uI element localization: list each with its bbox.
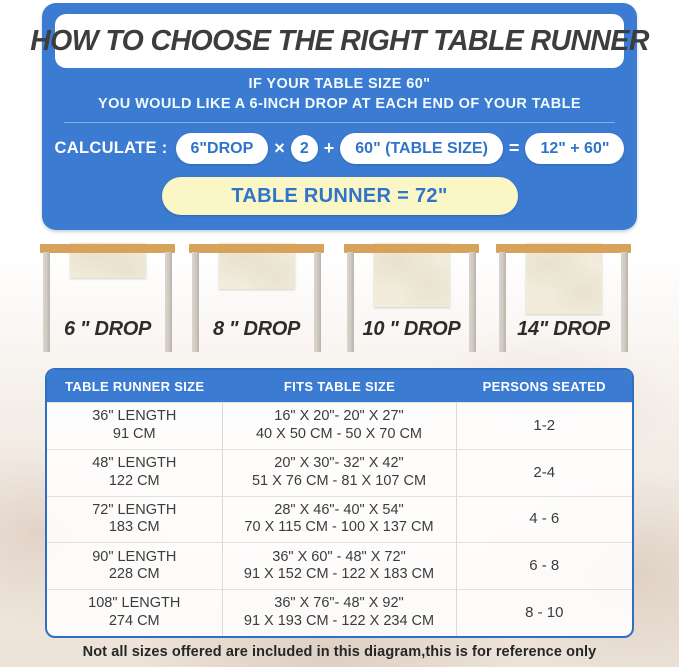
column-header-fits-table: FITS TABLE SIZE — [283, 378, 396, 394]
multiplier-circle: 2 — [291, 135, 318, 162]
persons-seated-cell: 8 - 10 — [525, 603, 564, 621]
drop-label: 6 " DROP — [63, 318, 152, 340]
table-size-pill: 60" (TABLE SIZE) — [340, 133, 503, 164]
table-row — [47, 402, 632, 449]
hero-subtitle-line2: YOU WOULD LIKE A 6-INCH DROP AT EACH END OF YOUR TABLE — [98, 96, 581, 112]
table-figure-10in — [344, 238, 479, 363]
column-header-persons: PERSONS SEATED — [482, 378, 606, 394]
runner-cloth — [526, 243, 602, 314]
table-row — [47, 496, 632, 543]
table-figure-6in — [40, 238, 175, 363]
title-box — [30, 14, 649, 68]
fits-table-cell: 20" X 30"- 32" X 42" 51 X 76 CM - 81 X 107 CM — [223, 450, 457, 496]
tabletop — [189, 244, 324, 253]
tabletop — [496, 244, 631, 253]
hero-divider — [64, 122, 615, 123]
table-row — [47, 449, 632, 496]
fits-table-cell: 28" X 46"- 40" X 54" 70 X 115 CM - 100 X 137 CM — [223, 497, 457, 543]
multiply-sign: × — [274, 138, 285, 158]
persons-seated-cell: 4 - 6 — [529, 510, 560, 528]
result-pill: TABLE RUNNER = 72" — [162, 177, 518, 215]
drop-label: 8 " DROP — [212, 318, 301, 340]
drop-value-pill: 6"DROP — [176, 133, 269, 164]
table-figure-14in — [496, 238, 631, 363]
page-title: HOW TO CHOOSE THE RIGHT TABLE RUNNER — [30, 24, 649, 57]
drop-illustrations — [0, 238, 679, 363]
persons-seated-cell: 2-4 — [533, 463, 556, 481]
fits-table-cell: 36" X 60" - 48" X 72" 91 X 152 CM - 122 X 183 CM — [223, 543, 457, 589]
tabletop — [40, 244, 175, 253]
size-reference-table — [45, 368, 634, 638]
persons-seated-cell: 6 - 8 — [529, 557, 560, 575]
runner-size-cell: 90" LENGTH 228 CM — [47, 543, 223, 589]
runner-size-cell: 48" LENGTH 122 CM — [47, 450, 223, 496]
table-header-row — [47, 370, 632, 402]
runner-size-cell: 36" LENGTH 91 CM — [47, 403, 223, 449]
persons-seated-cell: 1-2 — [533, 416, 556, 434]
table-row — [47, 542, 632, 589]
hero-subtitle-line1: IF YOUR TABLE SIZE 60" — [248, 76, 431, 92]
runner-size-cell: 108" LENGTH 274 CM — [47, 590, 223, 636]
column-header-runner-size: TABLE RUNNER SIZE — [65, 378, 205, 394]
drop-label: 14" DROP — [517, 318, 610, 340]
hero-panel — [30, 3, 649, 230]
calculate-label: CALCULATE : — [54, 139, 168, 157]
plus-sign: + — [323, 138, 335, 158]
fits-table-cell: 16" X 20"- 20" X 27" 40 X 50 CM - 50 X 70 CM — [223, 403, 457, 449]
calculation-row — [42, 133, 637, 164]
sum-pill: 12" + 60" — [525, 133, 624, 164]
drop-label: 10 " DROP — [362, 318, 461, 340]
fits-table-cell: 36" X 76"- 48" X 92" 91 X 193 CM - 122 X 234 CM — [223, 590, 457, 636]
tabletop — [344, 244, 479, 253]
table-figure-8in — [189, 238, 324, 363]
table-row — [47, 589, 632, 636]
equals-sign: = — [508, 138, 520, 158]
runner-size-cell: 72" LENGTH 183 CM — [47, 497, 223, 543]
footnote: Not all sizes offered are included in this diagram,this is for reference only — [82, 644, 597, 660]
